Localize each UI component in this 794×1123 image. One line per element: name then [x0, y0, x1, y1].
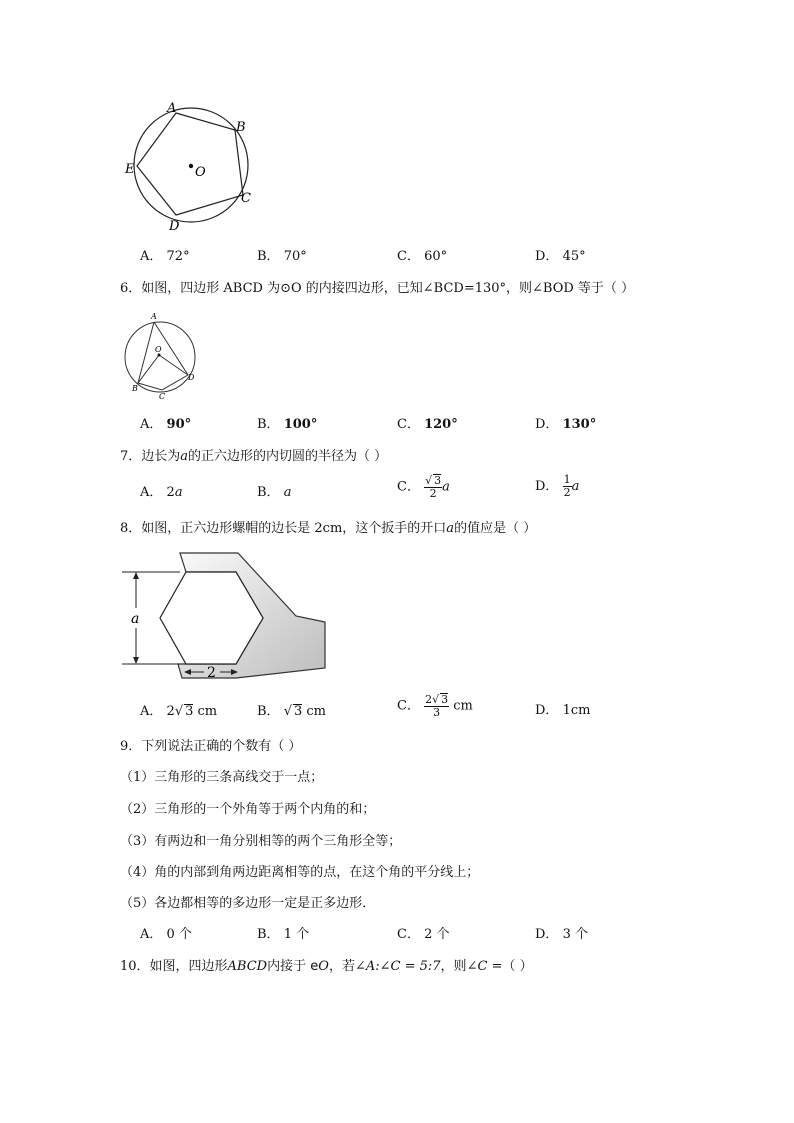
q8-option-b: B． √ 3 cm [257, 704, 327, 719]
q6-option-b: B． 100° [257, 417, 318, 432]
q6-label-D: D [188, 373, 195, 382]
q5-option-b: B． 70° [257, 249, 307, 264]
q6-label-A: A [151, 312, 157, 321]
q6-option-c: C． 120° [397, 417, 458, 432]
q7-option-c: C． $\frac{√ 3}{2}$ a [397, 474, 450, 501]
q6-label-C: C [159, 392, 166, 401]
q5-figure [120, 100, 260, 235]
q6-figure [120, 308, 210, 403]
q5-option-a: A． 72° [140, 249, 190, 264]
q7-option-d: D． $\frac{1}{2}$ a [535, 473, 580, 500]
q9-option-b: B． 1 个 [257, 927, 310, 942]
q9-statement-3: （3）有两边和一角分别相等的两个三角形全等； [120, 834, 402, 849]
label-O: O [195, 165, 206, 180]
q6-option-a: A． 90° [140, 417, 192, 432]
q8-fig-2-label: 2 [207, 665, 216, 681]
label-A: A [167, 101, 177, 116]
q8-option-a: A． 2√ 3 cm [140, 704, 218, 719]
q10-question: 10．如图，四边形ABCD内接于 eO，若∠A:∠C = 5:7，则∠C =（ ） [120, 959, 533, 974]
q8-wrench-figure [118, 548, 333, 688]
q7-option-a: A． 2a [140, 485, 183, 500]
q6-label-B: B [132, 384, 138, 393]
q9-statement-5: （5）各边都相等的多边形一定是正多边形． [120, 896, 376, 911]
q9-statement-4: （4）角的内部到角两边距离相等的点，在这个角的平分线上； [120, 865, 480, 880]
q9-question: 9．下列说法正确的个数有（ ） [120, 739, 302, 754]
q9-statement-2: （2）三角形的一个外角等于两个内角的和； [120, 802, 376, 817]
q5-option-c: C． 60° [397, 249, 448, 264]
q7-option-b: B． a [257, 485, 292, 500]
q8-fig-a-label: a [131, 611, 140, 627]
q9-option-a: A． 0 个 [140, 927, 192, 942]
q8-option-c: C． $\frac{2√ 3}{3}$ cm [397, 693, 473, 720]
label-D: D [169, 219, 180, 234]
label-C: C [241, 191, 251, 206]
q8-question: 8．如图，正六边形螺帽的边长是 2cm，这个扳手的开口a的值应是（ ） [120, 521, 537, 536]
q6-option-d: D． 130° [535, 417, 597, 432]
q6-question: 6．如图，四边形 ABCD 为⊙O 的内接四边形，已知∠BCD=130°，则∠BOD 等于（ ） [120, 281, 635, 296]
q9-option-c: C． 2 个 [397, 927, 450, 942]
label-E: E [125, 162, 135, 177]
q7-question: 7．边长为a的正六边形的内切圆的半径为（ ） [120, 449, 388, 464]
label-B: B [236, 120, 246, 135]
q6-label-O: O [155, 345, 162, 354]
q5-option-d: D． 45° [535, 249, 586, 264]
q9-option-d: D． 3 个 [535, 927, 588, 942]
q9-statement-1: （1）三角形的三条高线交于一点； [120, 770, 324, 785]
q8-option-d: D． 1cm [535, 703, 591, 718]
